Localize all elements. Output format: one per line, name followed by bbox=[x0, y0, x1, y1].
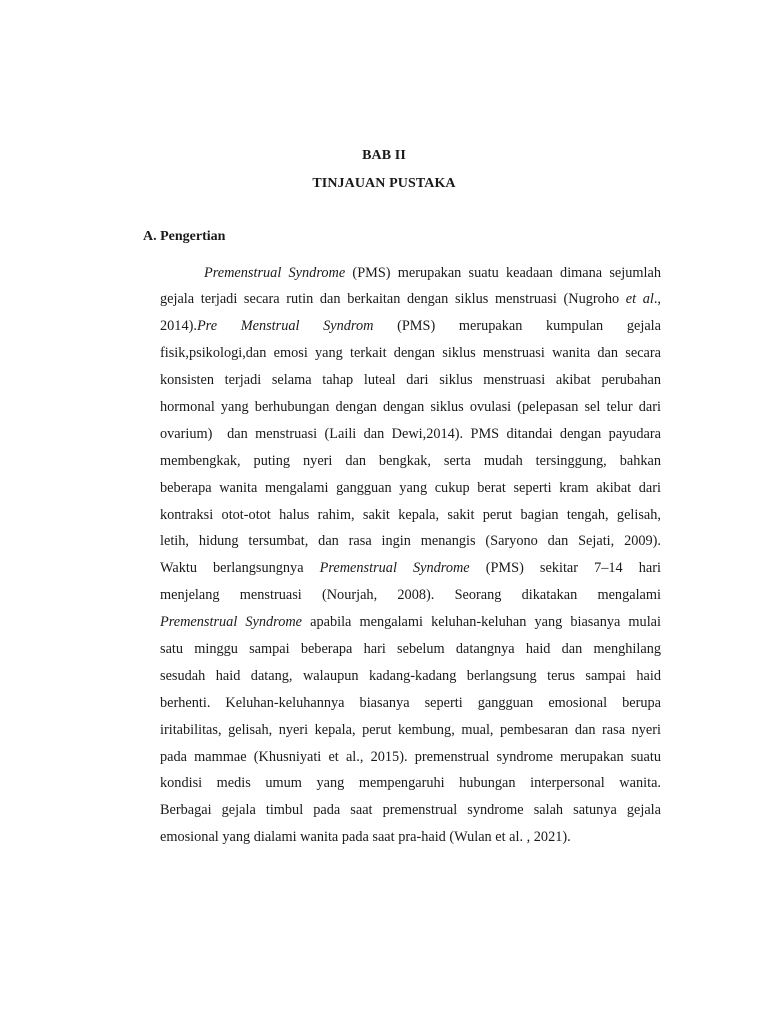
italic-text-segment: Premenstrual Syndrome bbox=[319, 560, 470, 577]
text-segment: (PMS) merupakan kumpulan gejala bbox=[373, 318, 661, 335]
text-segment: ovarium) dan menstruasi (Laili dan Dewi,2014). PMS ditandai dengan payudara bbox=[160, 425, 661, 442]
chapter-number: BAB II bbox=[362, 148, 406, 163]
text-segment: ., bbox=[653, 291, 661, 308]
italic-text-segment: Premenstrual Syndrome bbox=[204, 264, 346, 281]
text-segment: 2014). bbox=[160, 318, 197, 335]
paragraph-line bbox=[160, 636, 661, 663]
text-segment: kondisi medis umum yang mempengaruhi hubungan interpersonal wanita. bbox=[160, 775, 661, 792]
paragraph-line bbox=[160, 260, 661, 287]
paragraph-line bbox=[160, 824, 661, 851]
paragraph-line bbox=[160, 448, 661, 475]
text-segment: iritabilitas, gelisah, nyeri kepala, perut kembung, mual, pembesaran dan rasa nyeri bbox=[160, 721, 661, 738]
text-segment: emosional yang dialami wanita pada saat pra-haid (Wulan et al. , 2021). bbox=[160, 829, 571, 846]
paragraph-line bbox=[160, 609, 661, 636]
paragraph-line bbox=[160, 421, 661, 448]
text-segment: beberapa wanita mengalami gangguan yang cukup berat seperti kram akibat dari bbox=[160, 479, 661, 496]
text-segment: sesudah haid datang, walaupun kadang-kadang berlangsung terus sampai haid bbox=[160, 667, 661, 684]
text-segment: membengkak, puting nyeri dan bengkak, serta mudah tersinggung, bahkan bbox=[160, 452, 661, 469]
text-segment: satu minggu sampai beberapa hari sebelum datangnya haid dan menghilang bbox=[160, 640, 661, 657]
text-segment: gejala terjadi secara rutin dan berkaitan dengan siklus menstruasi (Nugroho bbox=[160, 291, 626, 308]
paragraph-line bbox=[160, 502, 661, 529]
chapter-title: TINJAUAN PUSTAKA bbox=[312, 176, 456, 191]
body-paragraph bbox=[160, 260, 661, 852]
italic-text-segment: et al bbox=[625, 291, 654, 308]
paragraph-line bbox=[160, 394, 661, 421]
text-segment: pada mammae (Khusniyati et al., 2015). premenstrual syndrome merupakan suatu bbox=[160, 748, 661, 765]
text-segment: fisik,psikologi,dan emosi yang terkait dengan siklus menstruasi wanita dan secara bbox=[160, 345, 661, 362]
italic-text-segment: Pre Menstrual Syndrom bbox=[196, 318, 374, 335]
paragraph-line bbox=[160, 717, 661, 744]
section-heading: A. Pengertian bbox=[143, 229, 226, 244]
text-segment: apabila mengalami keluhan-keluhan yang biasanya mulai bbox=[302, 614, 661, 631]
text-segment: konsisten terjadi selama tahap luteal dari siklus menstruasi akibat perubahan bbox=[160, 372, 661, 389]
paragraph-line bbox=[160, 744, 661, 771]
paragraph-line bbox=[160, 475, 661, 502]
text-segment: menjelang menstruasi (Nourjah, 2008). Seorang dikatakan mengalami bbox=[160, 587, 661, 604]
text-segment: letih, hidung tersumbat, dan rasa ingin menangis (Saryono dan Sejati, 2009). bbox=[160, 533, 661, 550]
paragraph-line bbox=[160, 340, 661, 367]
text-segment: hormonal yang berhubungan dengan dengan siklus ovulasi (pelepasan sel telur dari bbox=[160, 398, 661, 415]
text-segment: kontraksi otot-otot halus rahim, sakit kepala, sakit perut bagian tengah, gelisah, bbox=[160, 506, 661, 523]
paragraph-line bbox=[160, 555, 661, 582]
text-segment: berhenti. Keluhan-keluhannya biasanya seperti gangguan emosional berupa bbox=[160, 694, 661, 711]
text-segment: (PMS) merupakan suatu keadaan dimana sejumlah bbox=[345, 264, 661, 281]
paragraph-line bbox=[160, 367, 661, 394]
text-segment: Waktu berlangsungnya bbox=[160, 560, 320, 577]
paragraph-line bbox=[160, 313, 661, 340]
paragraph-line bbox=[160, 690, 661, 717]
italic-text-segment: Premenstrual Syndrome bbox=[160, 614, 303, 631]
paragraph-line bbox=[160, 663, 661, 690]
paragraph-line bbox=[160, 582, 661, 609]
paragraph-line bbox=[160, 770, 661, 797]
text-segment: Berbagai gejala timbul pada saat premenstrual syndrome salah satunya gejala bbox=[160, 802, 661, 819]
paragraph-line bbox=[160, 797, 661, 824]
paragraph-line bbox=[160, 286, 661, 313]
paragraph-line bbox=[160, 528, 661, 555]
text-segment: (PMS) sekitar 7–14 hari bbox=[469, 560, 661, 577]
